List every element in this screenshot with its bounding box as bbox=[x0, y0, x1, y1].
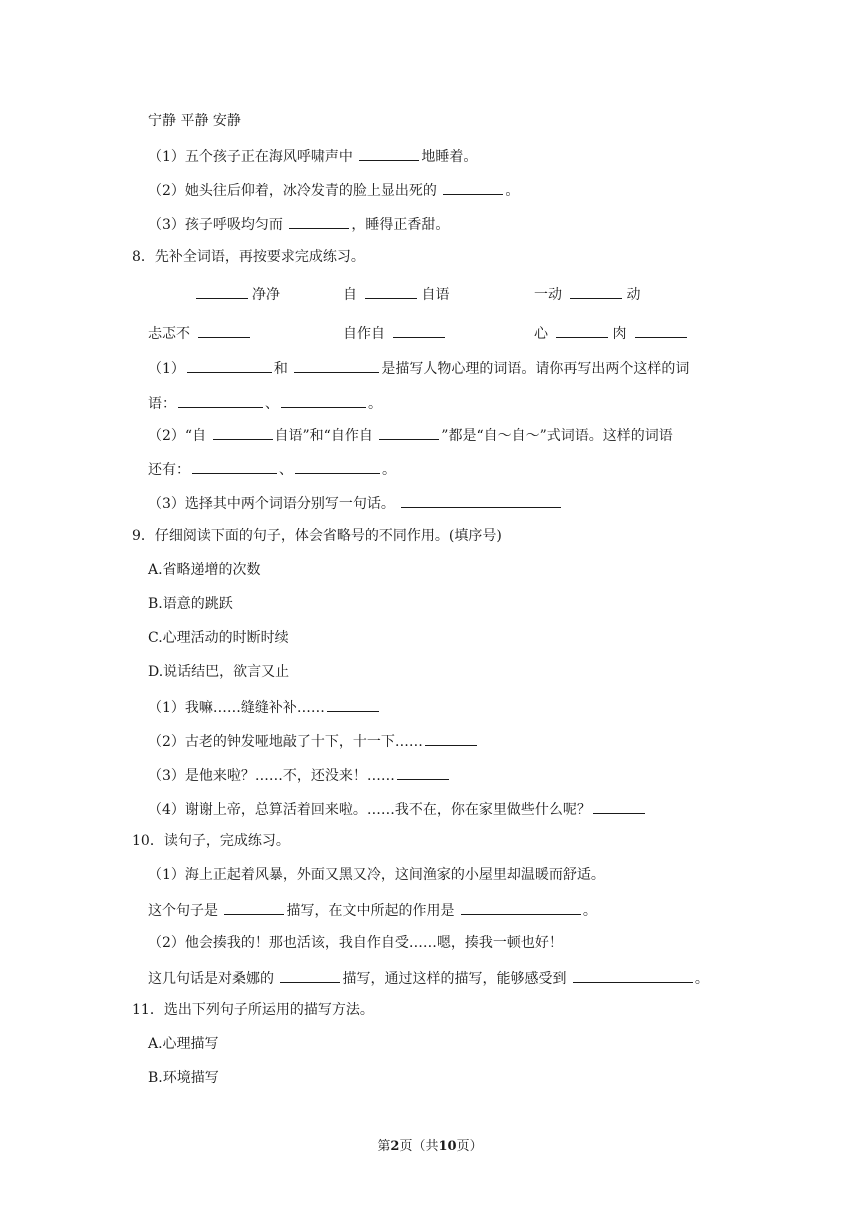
page-number: 2 bbox=[390, 1139, 400, 1154]
answer-blank[interactable] bbox=[365, 283, 417, 299]
q9-sentence-4: （4）谢谢上帝，总算活着回来啦。……我不在，你在家里做些什么呢？ bbox=[148, 798, 647, 820]
answer-blank[interactable] bbox=[213, 424, 273, 440]
q11-option-b: B.环境描写 bbox=[148, 1070, 219, 1086]
q8-word-2: 自 自语 bbox=[343, 283, 449, 305]
q9-sentence-1: （1）我嘛……缝缝补补…… bbox=[148, 696, 381, 718]
answer-blank[interactable] bbox=[379, 424, 439, 440]
q8-word-4: 忐忑不 bbox=[148, 322, 254, 344]
answer-blank[interactable] bbox=[573, 967, 693, 983]
answer-blank[interactable] bbox=[401, 492, 561, 508]
q8-word-5: 自作自 bbox=[343, 322, 449, 344]
answer-blank[interactable] bbox=[570, 283, 622, 299]
answer-blank[interactable] bbox=[359, 145, 419, 161]
answer-blank[interactable] bbox=[280, 967, 340, 983]
answer-blank[interactable] bbox=[198, 322, 250, 338]
answer-blank[interactable] bbox=[281, 392, 366, 408]
answer-blank[interactable] bbox=[393, 322, 445, 338]
q10-question-2: 这几句话是对桑娜的 描写，通过这样的描写，能够感受到 。 bbox=[148, 967, 709, 989]
answer-blank[interactable] bbox=[192, 458, 277, 474]
q8-part-2-cont: 还有： 、 。 bbox=[148, 458, 396, 480]
q7-sentence-3: （3）孩子呼吸均匀而 ，睡得正香甜。 bbox=[148, 213, 449, 235]
q8-part-1-cont: 语： 、 。 bbox=[148, 392, 382, 414]
answer-blank[interactable] bbox=[443, 179, 503, 195]
answer-blank[interactable] bbox=[425, 730, 477, 746]
q8-part-2: （2）“自 自语”和“自作自 ”都是“自～自～”式词语。这样的词语 bbox=[148, 424, 673, 446]
q9-sentence-2: （2）古老的钟发哑地敲了十下，十一下…… bbox=[148, 730, 479, 752]
q9-title: 9．仔细阅读下面的句子，体会省略号的不同作用。(填序号) bbox=[132, 528, 502, 544]
answer-blank[interactable] bbox=[196, 283, 248, 299]
q8-word-1: 净净 bbox=[196, 283, 280, 305]
q10-sentence-2: （2）他会揍我的！那也活该，我自作自受……嗯，揍我一顿也好！ bbox=[148, 935, 563, 951]
q8-title: 8．先补全词语，再按要求完成练习。 bbox=[132, 249, 365, 265]
q7-options: 宁静 平静 安静 bbox=[148, 113, 241, 129]
q9-option-d: D.说话结巴，欲言又止 bbox=[148, 664, 290, 680]
answer-blank[interactable] bbox=[397, 764, 449, 780]
q8-part-1: （1） 和 是描写人物心理的词语。请你再写出两个这样的词 bbox=[148, 357, 689, 379]
answer-blank[interactable] bbox=[556, 322, 608, 338]
q9-option-a: A.省略递增的次数 bbox=[148, 562, 261, 578]
page-footer: 第2页（共10页） bbox=[377, 1139, 483, 1154]
q10-sentence-1: （1）海上正起着风暴，外面又黑又冷，这间渔家的小屋里却温暖而舒适。 bbox=[148, 867, 605, 883]
q7-sentence-1: （1）五个孩子正在海风呼啸声中 地睡着。 bbox=[148, 145, 477, 167]
q11-title: 11．选出下列句子所运用的描写方法。 bbox=[132, 1002, 374, 1018]
answer-blank[interactable] bbox=[295, 458, 380, 474]
q9-sentence-3: （3）是他来啦？……不，还没来！…… bbox=[148, 764, 451, 786]
q8-word-3: 一动 动 bbox=[534, 283, 640, 305]
answer-blank[interactable] bbox=[327, 696, 379, 712]
q7-sentence-2: （2）她头往后仰着，冰冷发青的脸上显出死的 。 bbox=[148, 179, 519, 201]
answer-blank[interactable] bbox=[294, 357, 379, 373]
answer-blank[interactable] bbox=[593, 798, 645, 814]
q9-option-c: C.心理活动的时断时续 bbox=[148, 630, 289, 646]
q8-word-6: 心 肉 bbox=[534, 322, 691, 344]
answer-blank[interactable] bbox=[187, 357, 272, 373]
q11-option-a: A.心理描写 bbox=[148, 1036, 219, 1052]
answer-blank[interactable] bbox=[178, 392, 263, 408]
q10-question-1: 这个句子是 描写，在文中所起的作用是 。 bbox=[148, 899, 597, 921]
q10-title: 10．读句子，完成练习。 bbox=[132, 833, 290, 849]
answer-blank[interactable] bbox=[461, 899, 581, 915]
q8-part-3: （3）选择其中两个词语分别写一句话。 bbox=[148, 492, 563, 514]
answer-blank[interactable] bbox=[289, 213, 349, 229]
q9-option-b: B.语意的跳跃 bbox=[148, 596, 233, 612]
answer-blank[interactable] bbox=[224, 899, 284, 915]
total-pages: 10 bbox=[438, 1139, 457, 1154]
answer-blank[interactable] bbox=[635, 322, 687, 338]
